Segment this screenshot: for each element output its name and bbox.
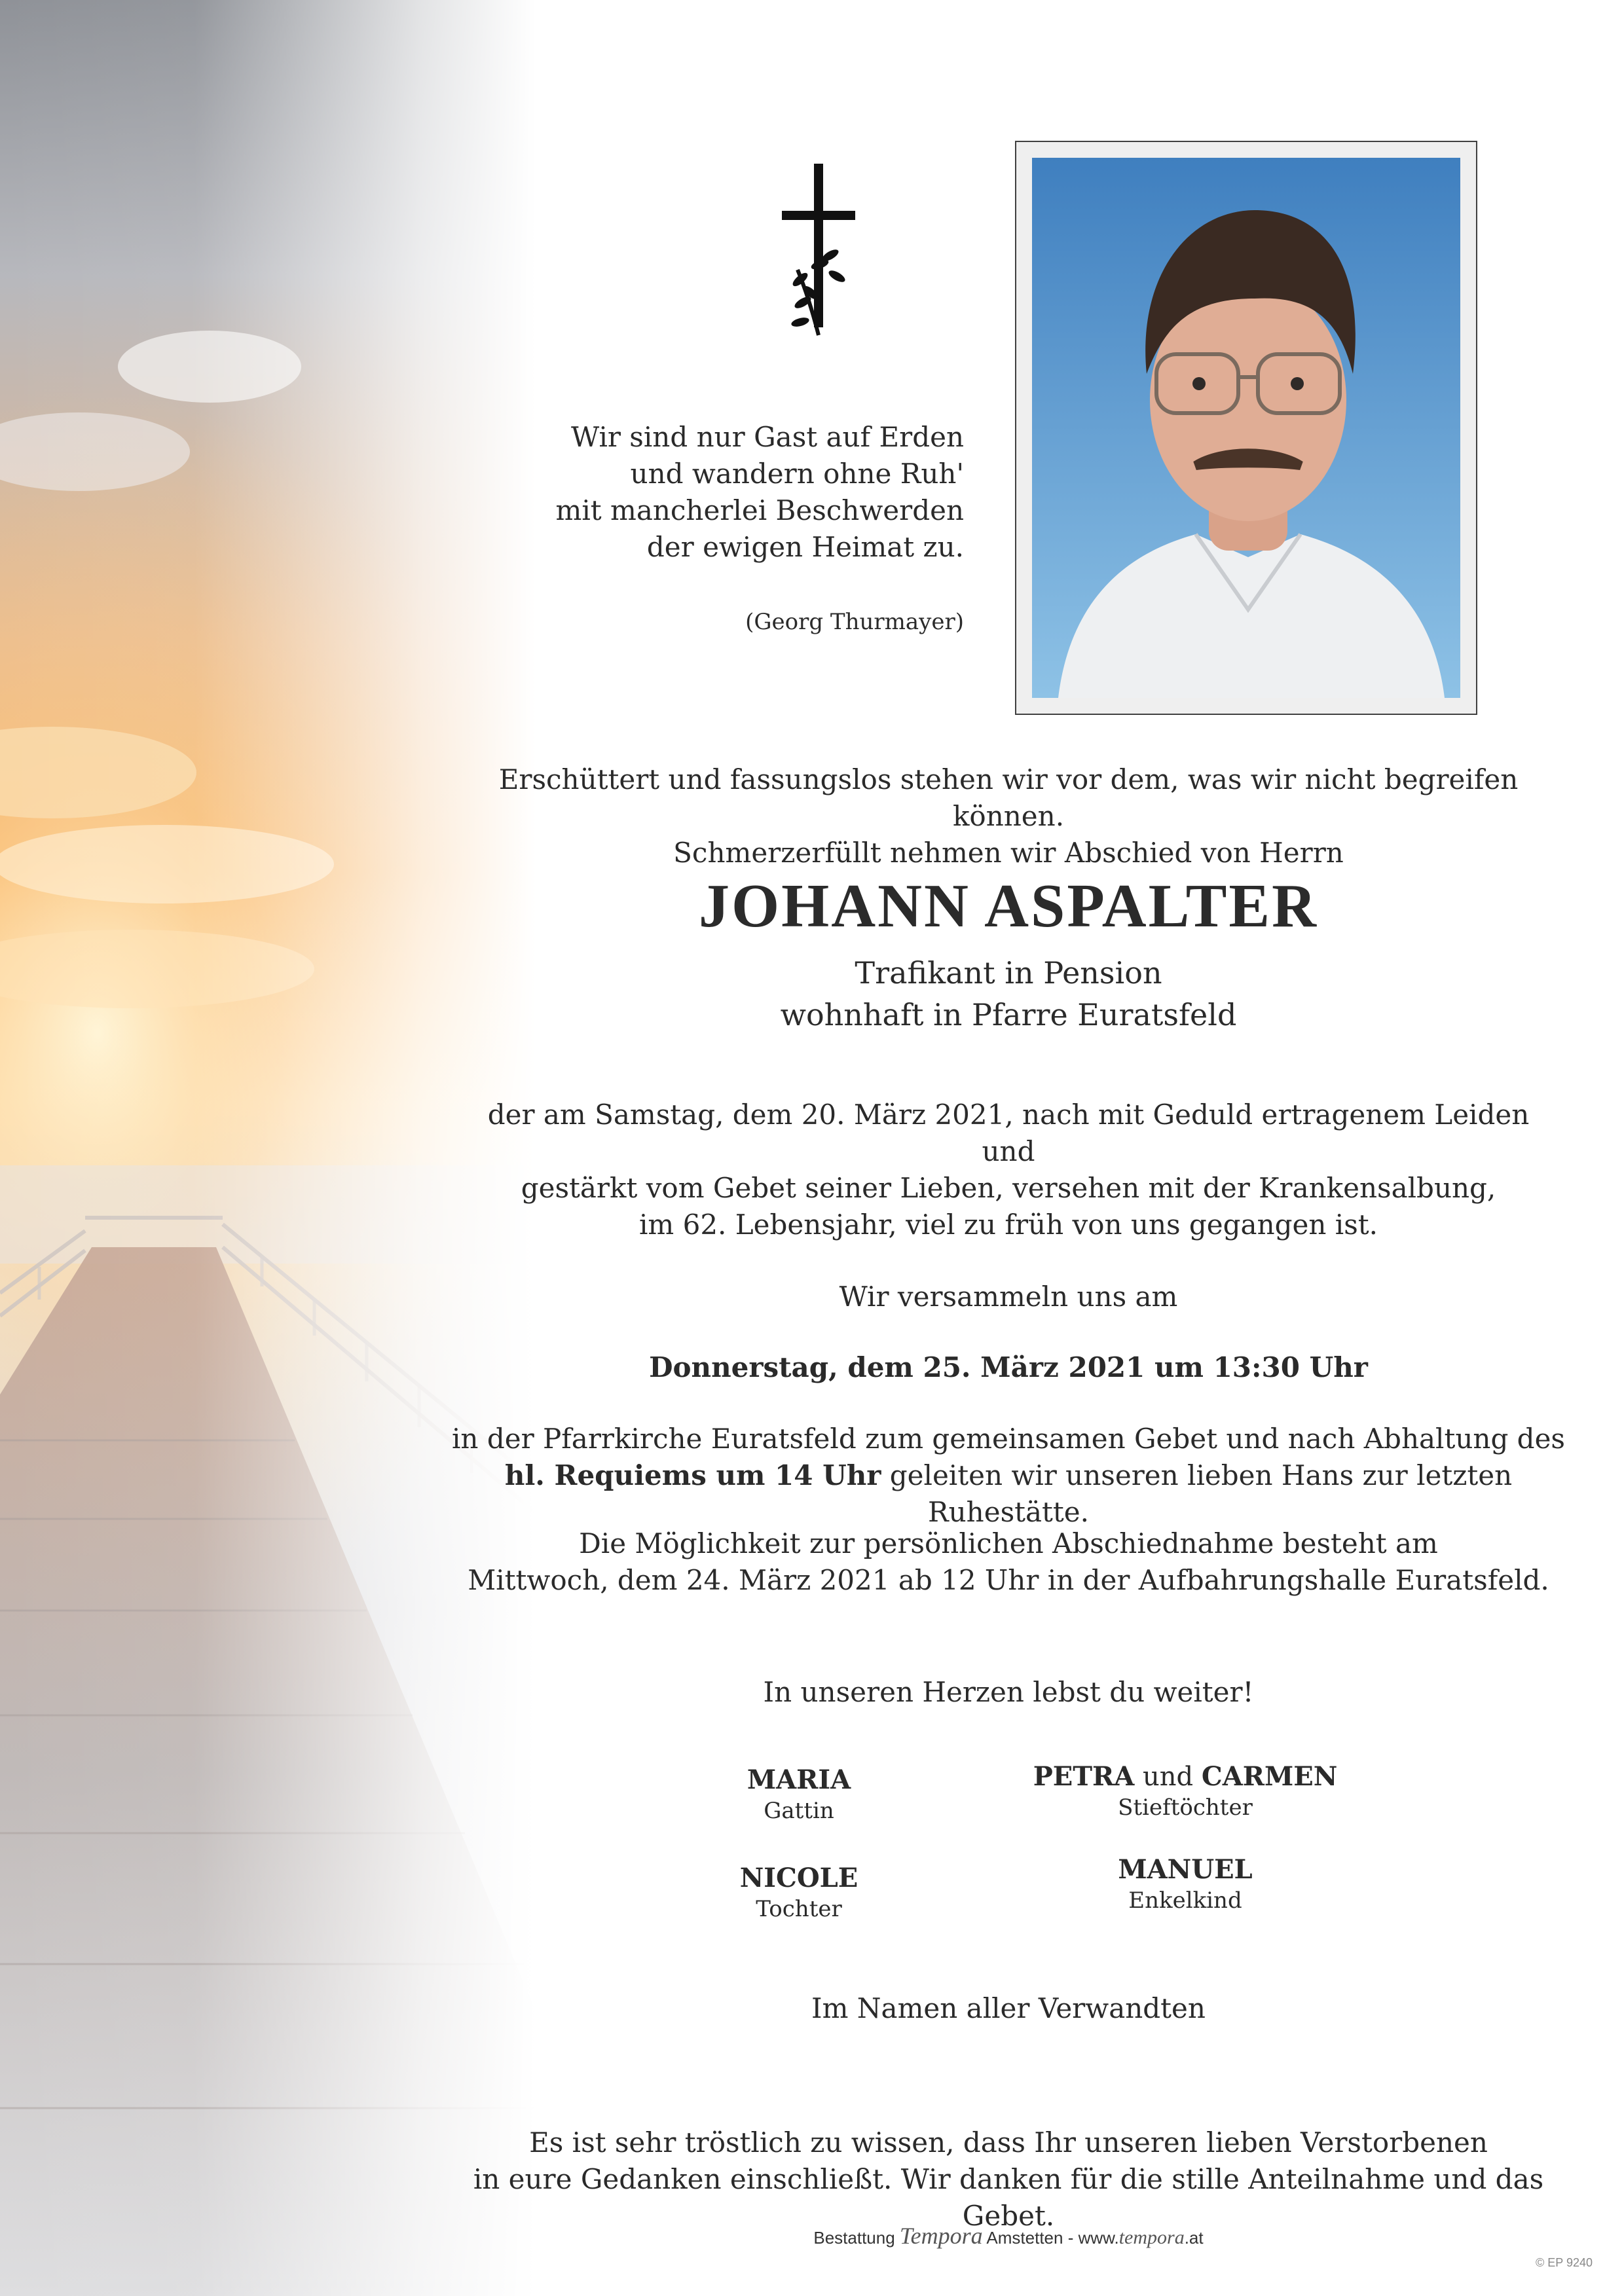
gathering-intro: Wir versammeln uns am	[839, 1281, 1178, 1313]
notice-line: der am Samstag, dem 20. März 2021, nach mit Geduld ertragenem Leiden und	[487, 1099, 1530, 1167]
viewing-line: Die Möglichkeit zur persönlichen Abschiednahme besteht am	[579, 1527, 1438, 1559]
poem-author: (Georg Thurmayer)	[745, 609, 964, 635]
portrait-frame	[1015, 141, 1477, 715]
poem-line: der ewigen Heimat zu.	[646, 531, 964, 563]
family-name: MARIA	[747, 1764, 851, 1795]
family-name: PETRA und CARMEN	[1033, 1761, 1338, 1792]
thanks-line: in eure Gedanken einschließt. Wir danken für die stille Anteilnahme und das Gebet.	[473, 2163, 1544, 2232]
thanks-text	[445, 2124, 1572, 2234]
family-role: Tochter	[756, 1896, 842, 1922]
funeral-home-footer: Bestattung Tempora Amstetten - www.tempora.at	[813, 2223, 1204, 2249]
death-notice	[458, 1097, 1559, 1243]
viewing-line: Mittwoch, dem 24. März 2021 ab 12 Uhr in der Aufbahrungshalle Euratsfeld.	[468, 1564, 1549, 1596]
poem-line: Wir sind nur Gast auf Erden	[571, 421, 964, 453]
family-member-nicole	[668, 1863, 930, 1922]
deceased-name: JOHANN ASPALTER	[698, 872, 1319, 940]
intro-text	[458, 761, 1559, 871]
family-name: NICOLE	[739, 1863, 858, 1893]
funeral-line: in der Pfarrkirche Euratsfeld zum gemeinsamen Gebet und nach Abhaltung des	[452, 1423, 1565, 1455]
portrait-photo	[1032, 158, 1460, 698]
poem-line: mit mancherlei Beschwerden	[555, 494, 964, 526]
occupation: Trafikant in Pension	[855, 955, 1162, 991]
poem-line: und wandern ohne Ruh'	[630, 458, 964, 490]
residence: wohnhaft in Pfarre Euratsfeld	[780, 997, 1237, 1032]
signoff: Im Namen aller Verwandten	[811, 1992, 1206, 2024]
family-member-petra-carmen	[982, 1761, 1388, 1821]
notice-line: im 62. Lebensjahr, viel zu früh von uns gegangen ist.	[638, 1209, 1378, 1241]
family-role: Gattin	[764, 1798, 834, 1824]
thanks-line: Es ist sehr tröstlich zu wissen, dass Ihr unseren lieben Verstorbenen	[529, 2126, 1488, 2159]
requiem-time: hl. Requiems um 14 Uhr	[504, 1459, 881, 1491]
notice-line: gestärkt vom Gebet seiner Lieben, versehen mit der Krankensalbung,	[521, 1172, 1496, 1204]
family-member-manuel	[1054, 1854, 1316, 1914]
funeral-date-time: Donnerstag, dem 25. März 2021 um 13:30 Uhr	[649, 1351, 1368, 1383]
funeral-home-logo: Tempora	[899, 2223, 983, 2249]
family-role: Enkelkind	[1128, 1887, 1242, 1914]
deceased-details	[537, 952, 1480, 1036]
poem	[506, 419, 964, 566]
cross-with-palm-icon	[760, 145, 879, 359]
viewing-info	[458, 1525, 1559, 1599]
family-role: Stieftöchter	[1118, 1795, 1253, 1821]
print-code: © EP 9240	[1536, 2256, 1593, 2269]
family-member-maria	[668, 1764, 930, 1824]
funeral-line: hl. Requiems um 14 Uhr geleiten wir unseren lieben Hans zur letzten Ruhestätte.	[504, 1459, 1513, 1528]
intro-line: Erschüttert und fassungslos stehen wir vor dem, was wir nicht begreifen können.	[498, 763, 1519, 832]
motto: In unseren Herzen lebst du weiter!	[763, 1676, 1254, 1708]
funeral-details	[445, 1421, 1572, 1531]
family-name: MANUEL	[1118, 1854, 1253, 1885]
intro-line: Schmerzerfüllt nehmen wir Abschied von Herrn	[673, 837, 1344, 869]
cross-emblem	[760, 145, 879, 359]
